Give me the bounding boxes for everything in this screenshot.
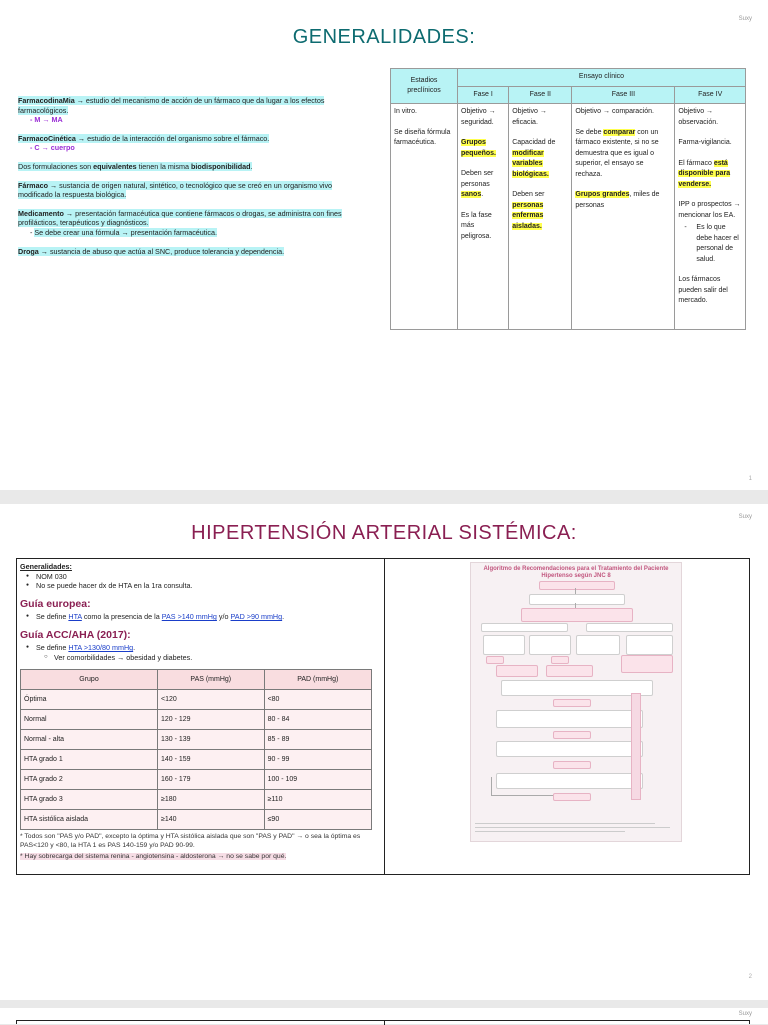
table-row: HTA grado 1 140 - 159 90 - 99: [21, 750, 372, 770]
flow-box: [481, 623, 568, 632]
flow-footnote: [475, 821, 675, 835]
flow-box: [576, 635, 620, 655]
col-header: PAS (mmHg): [158, 670, 265, 690]
flow-box: [483, 635, 525, 655]
flow-box: [496, 665, 538, 677]
flow-box: [621, 655, 673, 673]
table-row: Normal 120 - 129 80 - 84: [21, 710, 372, 730]
header-phase-3: Fase III: [572, 86, 675, 104]
header-phase-2: Fase II: [509, 86, 572, 104]
flow-box: [626, 635, 673, 655]
flow-box: [496, 741, 643, 757]
hta-left-column: [20, 562, 380, 861]
cell-preclinical: In vitro. Se diseña fórmula farmacéutica.: [391, 104, 458, 330]
eu-definition: ● Se define HTA como la presencia de la PAS >140 mmHg y/o PAD >90 mmHg.: [20, 612, 380, 622]
flow-box: [586, 623, 673, 632]
flow-connector: [491, 795, 553, 796]
cell-phase-3: Objetivo → comparación. Se debe comparar con un fármaco existente, si no se demuestra que es igual o superior, el ensayo se rechaza. Grupos grandes, miles de personas: [572, 104, 675, 330]
col-header: PAD (mmHg): [264, 670, 371, 690]
column-divider: [384, 559, 385, 874]
page-title: HIPERTENSIÓN ARTERIAL SISTÉMICA:: [191, 522, 577, 544]
flow-box: [551, 656, 569, 664]
header-preclinical: Estadios preclínicos: [391, 69, 458, 104]
generalidades-heading: Generalidades:: [20, 562, 72, 571]
table-row: HTA sistólica aislada ≥140 ≤90: [21, 810, 372, 830]
author-label: Suxy: [738, 514, 752, 520]
header-phase-4: Fase IV: [675, 86, 746, 104]
acc-subitem: ○ Ver comorbilidades → obesidad y diabetes.: [20, 653, 380, 663]
notes-section: [18, 96, 368, 265]
table-row: HTA grado 3 ≥180 ≥110: [21, 790, 372, 810]
clinical-trials-table: [390, 68, 746, 330]
acc-definition: ● Se define HTA >130/80 mmHg.: [20, 643, 380, 653]
flow-box: [496, 773, 643, 789]
flow-connector: [491, 777, 492, 795]
page-1: [0, 0, 768, 490]
table-row: Normal - alta 130 - 139 85 - 89: [21, 730, 372, 750]
note-droga: Droga → sustancia de abuso que actúa al SNC, produce tolerancia y dependencia.: [18, 246, 285, 256]
table-row: Óptima <120 <80: [21, 690, 372, 710]
note-farmaco: Fármaco → sustancia de origen natural, sintético, o tecnológico que se creó en un organismo vivo modificado la respuesta biológica.: [18, 180, 333, 200]
flow-box: [486, 656, 504, 664]
flow-box: [529, 594, 625, 605]
jnc8-algorithm-image: [470, 562, 682, 842]
page-3-frame: [16, 1020, 750, 1024]
page-number: 1: [748, 476, 752, 482]
note-equivalentes: Dos formulaciones son equivalentes tienen la misma biodisponibilidad.: [18, 161, 253, 171]
author-label: Suxy: [738, 16, 752, 22]
algorithm-title: Algoritmo de Recomendaciones para el Tratamiento del Paciente Hipertenso según JNC 8: [483, 566, 669, 579]
page-number: 2: [748, 974, 752, 980]
flow-box: [539, 581, 615, 590]
eu-guide-heading: Guía europea:: [20, 597, 91, 610]
flow-box: [553, 761, 591, 769]
bp-classification-table: [20, 669, 372, 830]
col-header: Grupo: [21, 670, 158, 690]
gen-item: ● No se puede hacer dx de HTA en la 1ra consulta.: [20, 581, 380, 591]
gen-item: ● NOM 030: [20, 572, 380, 582]
flow-box: [546, 665, 593, 677]
flow-box: [496, 710, 643, 728]
note-farmacodinamia: FarmacodinaMia → estudio del mecanismo de acción de un fármaco que da lugar a los efectos farmacológicos. - M → MA: [18, 96, 368, 125]
cell-phase-4: Objetivo → observación. Farma-vigilancia. El fármaco está disponible para venderse. IPP o prospectos → mencionar los EA. - Es lo que debe hacer el personal de salud. Los fármacos pueden salir del mercado.: [675, 104, 746, 330]
flow-box: [521, 608, 633, 622]
footnote-2: * Hay sobrecarga del sistema renina - angiotensina - aldosterona → no se sabe por qué.: [20, 853, 287, 860]
flow-box: [553, 699, 591, 707]
note-medicamento: Medicamento → presentación farmacéutica que contiene fármacos o drogas, se administra con fines profilácticos, terapéuticos y diagnósticos. - Se debe crear una fórmula → presentación farmacéutica.: [18, 209, 368, 238]
flow-box: [553, 793, 591, 801]
cell-phase-2: Objetivo → eficacia. Capacidad de modificar variables biológicas. Deben ser personas enfermas aisladas.: [509, 104, 572, 330]
table-row: HTA grado 2 160 - 179 100 - 109: [21, 770, 372, 790]
flow-box: [553, 731, 591, 739]
author-label: Suxy: [738, 1011, 752, 1017]
page-3: [0, 1008, 768, 1024]
flow-side-bar: [631, 693, 641, 800]
header-clinical-trial: Ensayo clínico: [458, 69, 746, 87]
header-phase-1: Fase I: [458, 86, 509, 104]
hta-frame: [16, 558, 750, 875]
page-title: GENERALIDADES:: [292, 26, 476, 48]
cell-phase-1: Objetivo → seguridad. Grupos pequeños. Deben ser personas sanos. Es la fase más peligrosa.: [458, 104, 509, 330]
footnote-1: * Todos son "PAS y/o PAD", excepto la óptima y HTA sistólica aislada que son "PAS y PAD" → o sea la óptima es PAS<120 y <80, la HTA 1 es PAS 140-159 y/o PAD 90-99.: [20, 833, 361, 849]
acc-guide-heading: Guía ACC/AHA (2017):: [20, 628, 131, 641]
note-farmacocinetica: FarmacoCinética → estudio de la interacción del organismo sobre el fármaco. - C → cuerpo: [18, 134, 368, 153]
flow-box: [529, 635, 571, 655]
